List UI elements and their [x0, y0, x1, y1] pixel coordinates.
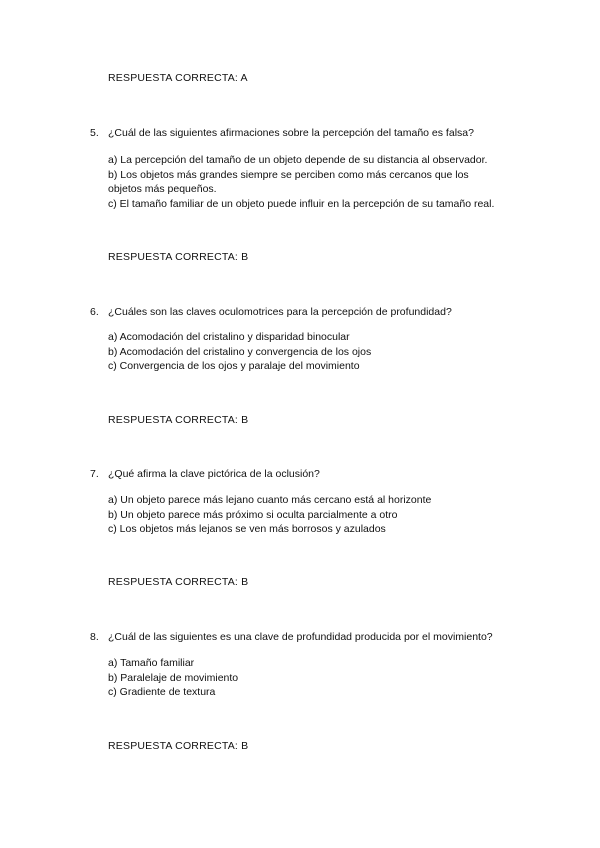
option-b: b) Paralelaje de movimiento [108, 672, 239, 684]
question-text: ¿Cuáles son las claves oculomotrices para la percepción de profundidad? [108, 306, 452, 318]
question-text: ¿Cuál de las siguientes afirmaciones sobre la percepción del tamaño es falsa? [108, 127, 474, 139]
option-a: a) Un objeto parece más lejano cuanto más cercano está al horizonte [108, 494, 432, 506]
option-b: b) Los objetos más grandes siempre se perciben como más cercanos que los [108, 169, 469, 181]
question-text: ¿Qué afirma la clave pictórica de la oclusión? [108, 468, 320, 480]
answer-line: RESPUESTA CORRECTA: A [108, 72, 248, 84]
answer-line: RESPUESTA CORRECTA: B [108, 414, 249, 426]
answer-line: RESPUESTA CORRECTA: B [108, 251, 249, 263]
question-number: 7. [90, 468, 99, 480]
answer-line: RESPUESTA CORRECTA: B [108, 740, 249, 752]
answer-line: RESPUESTA CORRECTA: B [108, 576, 249, 588]
question-number: 6. [90, 306, 99, 318]
option-c: c) Convergencia de los ojos y paralaje del movimiento [108, 360, 360, 372]
option-a: a) Acomodación del cristalino y disparidad binocular [108, 331, 350, 343]
question-text: ¿Cuál de las siguientes es una clave de profundidad producida por el movimiento? [108, 631, 493, 643]
option-b: b) Acomodación del cristalino y convergencia de los ojos [108, 346, 372, 358]
question-number: 5. [90, 127, 99, 139]
option-c: c) Los objetos más lejanos se ven más borrosos y azulados [108, 523, 386, 535]
option-c: c) El tamaño familiar de un objeto puede influir en la percepción de su tamaño real. [108, 198, 495, 210]
option-b: b) Un objeto parece más próximo si oculta parcialmente a otro [108, 509, 398, 521]
option-c: c) Gradiente de textura [108, 686, 216, 698]
option-b-continuation: objetos más pequeños. [108, 183, 217, 195]
option-a: a) La percepción del tamaño de un objeto depende de su distancia al observador. [108, 154, 488, 166]
option-a: a) Tamaño familiar [108, 657, 195, 669]
question-number: 8. [90, 631, 99, 643]
